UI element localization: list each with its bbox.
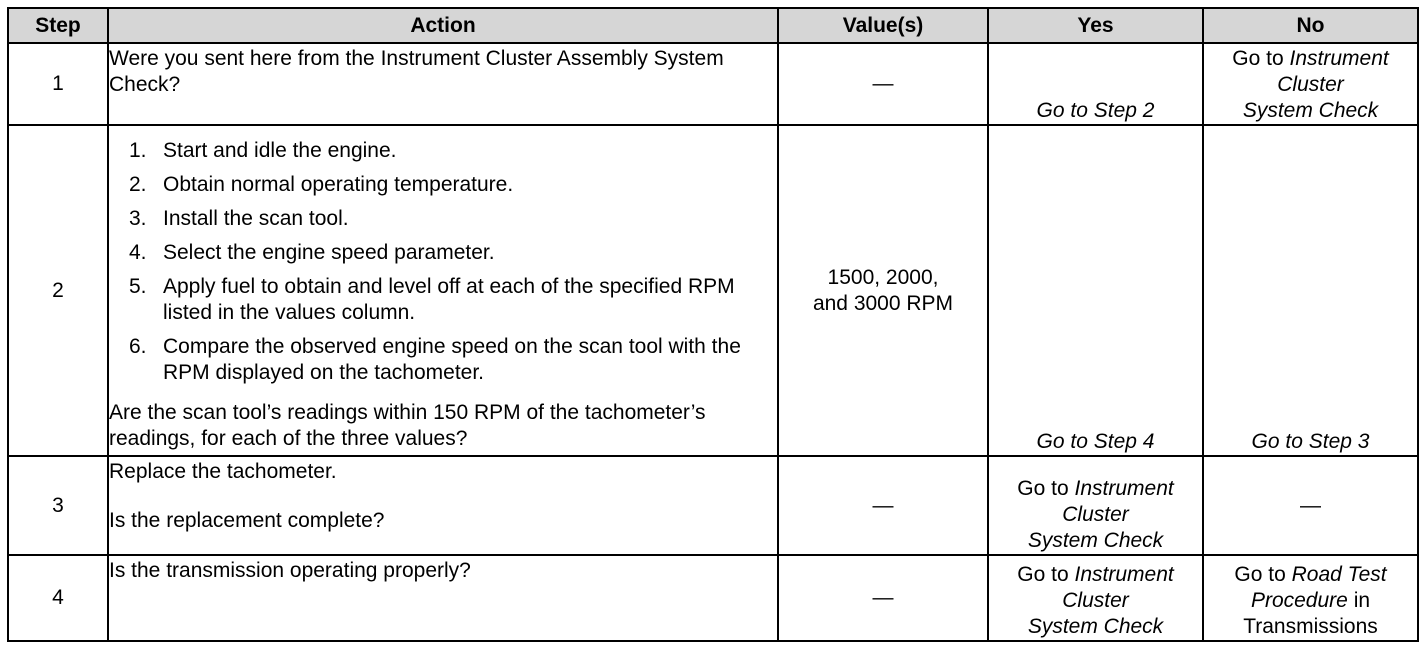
- yes-link[interactable]: Go to Step 4: [1036, 430, 1155, 453]
- value-line-1: 1500, 2000,: [827, 265, 939, 289]
- procedure-step-text: Apply fuel to obtain and level off at each of the specified RPM listed in the values column.: [163, 275, 735, 324]
- procedure-step-number: 5.: [129, 275, 147, 298]
- action-question: Were you sent here from the Instrument Cluster Assembly System Check?: [109, 47, 724, 96]
- procedure-step-text: Compare the observed engine speed on the scan tool with the RPM displayed on the tachometer.: [163, 335, 741, 384]
- yes-link-ital2: Cluster: [1062, 589, 1129, 612]
- action-cell: [108, 456, 778, 555]
- header-yes: Yes: [988, 8, 1203, 43]
- step-number: 2: [8, 125, 108, 456]
- no-link-ital2: Cluster: [1277, 73, 1344, 96]
- value-cell: [778, 43, 988, 125]
- no-link-ital1: Road Test: [1291, 563, 1387, 586]
- no-link-post1: in: [1353, 589, 1371, 612]
- no-link-ital2: Procedure: [1250, 589, 1348, 612]
- yes-cell: [988, 555, 1203, 641]
- header-step: Step: [8, 8, 108, 43]
- yes-link-ital3: System Check: [1027, 529, 1164, 552]
- procedure-step: [129, 172, 777, 198]
- value-cell: [778, 125, 988, 456]
- yes-link-ital1: Instrument: [1074, 477, 1174, 500]
- yes-link-pre: Go to: [1017, 563, 1069, 586]
- value-dash: —: [872, 493, 894, 517]
- value-cell: [778, 456, 988, 555]
- header-values: Value(s): [778, 8, 988, 43]
- yes-link-ital3: System Check: [1027, 615, 1164, 638]
- table-row-step-3: [8, 456, 1418, 555]
- table-row-step-1: [8, 43, 1418, 125]
- no-cell: [1203, 555, 1418, 641]
- action-cell: [108, 125, 778, 456]
- procedure-step-text: Select the engine speed parameter.: [163, 241, 495, 264]
- procedure-step-number: 1.: [129, 139, 147, 162]
- value-dash: —: [872, 72, 894, 95]
- procedure-steps: [109, 126, 777, 400]
- no-link-pre: Go to: [1234, 563, 1286, 586]
- procedure-step-number: 3.: [129, 207, 147, 230]
- no-dash: —: [1300, 493, 1321, 517]
- yes-link-pre: Go to: [1017, 477, 1069, 500]
- yes-link-ital1: Instrument: [1074, 563, 1174, 586]
- table-row-step-2: [8, 125, 1418, 456]
- yes-cell: [988, 456, 1203, 555]
- action-question: Are the scan tool’s readings within 150 RPM of the tachometer’s readings, for each of the three values?: [109, 401, 706, 450]
- yes-link[interactable]: [989, 562, 1202, 640]
- value-cell: [778, 555, 988, 641]
- yes-link[interactable]: [989, 476, 1202, 554]
- procedure-step: [129, 138, 777, 164]
- yes-cell: [988, 43, 1203, 125]
- no-link[interactable]: [1204, 46, 1417, 124]
- step-number: 3: [8, 456, 108, 555]
- action-question: Is the transmission operating properly?: [109, 559, 471, 582]
- procedure-step: [129, 274, 777, 326]
- value-dash: —: [872, 586, 894, 609]
- procedure-step-number: 4.: [129, 241, 147, 264]
- header-row: [8, 8, 1418, 43]
- procedure-step: [129, 240, 777, 266]
- yes-cell: [988, 125, 1203, 456]
- value-line-2: and 3000 RPM: [812, 291, 954, 315]
- no-cell: [1203, 125, 1418, 456]
- no-link-ital3: System Check: [1242, 99, 1379, 122]
- no-link-pre: Go to: [1232, 47, 1284, 70]
- no-cell: [1203, 456, 1418, 555]
- header-action: Action: [108, 8, 778, 43]
- procedure-step-text: Install the scan tool.: [163, 207, 349, 230]
- procedure-step-number: 2.: [129, 173, 147, 196]
- yes-link-ital2: Cluster: [1062, 503, 1129, 526]
- procedure-step-number: 6.: [129, 335, 147, 358]
- procedure-step-text: Start and idle the engine.: [163, 139, 397, 162]
- action-cell: [108, 43, 778, 125]
- no-cell: [1203, 43, 1418, 125]
- header-no: No: [1203, 8, 1418, 43]
- procedure-step-text: Obtain normal operating temperature.: [163, 173, 514, 196]
- procedure-step: [129, 206, 777, 232]
- step-number: 4: [8, 555, 108, 641]
- no-link[interactable]: Go to Step 3: [1251, 430, 1370, 453]
- no-link-post2: Transmissions: [1243, 615, 1378, 638]
- no-link[interactable]: [1204, 562, 1417, 640]
- step-number: 1: [8, 43, 108, 125]
- procedure-step: [129, 334, 777, 386]
- action-instruction: Replace the tachometer.: [109, 460, 337, 483]
- action-cell: [108, 555, 778, 641]
- action-question: Is the replacement complete?: [109, 509, 385, 532]
- yes-link[interactable]: Go to Step 2: [1036, 99, 1155, 122]
- diagnostic-table: [7, 7, 1419, 642]
- no-link-ital1: Instrument: [1289, 47, 1389, 70]
- table-row-step-4: [8, 555, 1418, 641]
